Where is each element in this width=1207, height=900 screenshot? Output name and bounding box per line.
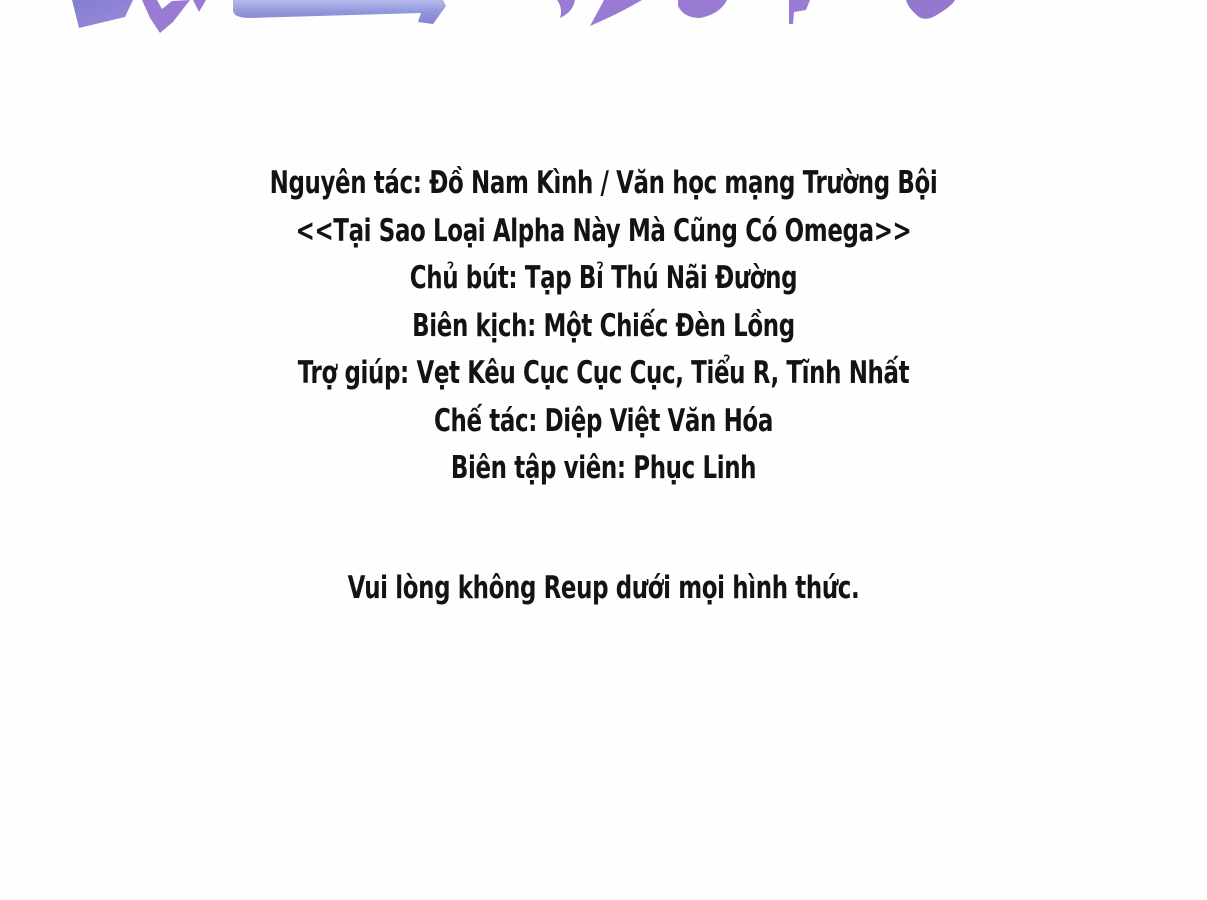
brush-stroke <box>906 0 955 19</box>
credit-line-chief-writer: Chủ bút: Tạp Bỉ Thú Nãi Đường <box>409 260 798 296</box>
brush-stroke <box>72 0 133 28</box>
credit-line-assistants: Trợ giúp: Vẹt Kêu Cục Cục Cục, Tiểu R, Tĩnh Nhất <box>297 355 910 391</box>
credit-line-original-author: Nguyên tác: Đồ Nam Kình / Văn học mạng Trường Bội <box>269 165 938 201</box>
credits-block <box>157 160 1050 493</box>
credit-line-editor: Biên tập viên: Phục Linh <box>450 450 757 486</box>
brush-stroke <box>789 0 810 24</box>
reup-notice-block <box>157 564 1050 612</box>
brush-stroke <box>193 0 206 12</box>
brush-stroke <box>142 0 190 33</box>
cropped-title-calligraphy-art <box>0 0 1207 60</box>
credit-line-production: Chế tác: Diệp Việt Văn Hóa <box>434 402 773 439</box>
brush-stroke <box>590 0 642 26</box>
brush-stroke <box>233 0 446 24</box>
brush-stroke <box>557 0 575 18</box>
reup-notice-text: Vui lòng không Reup dưới mọi hình thức. <box>347 570 860 606</box>
brush-stroke <box>678 0 727 18</box>
credit-line-series-title: <<Tại Sao Loại Alpha Này Mà Cũng Có Omega>> <box>295 212 912 249</box>
credit-line-scriptwriter: Biên kịch: Một Chiếc Đèn Lồng <box>412 307 795 344</box>
